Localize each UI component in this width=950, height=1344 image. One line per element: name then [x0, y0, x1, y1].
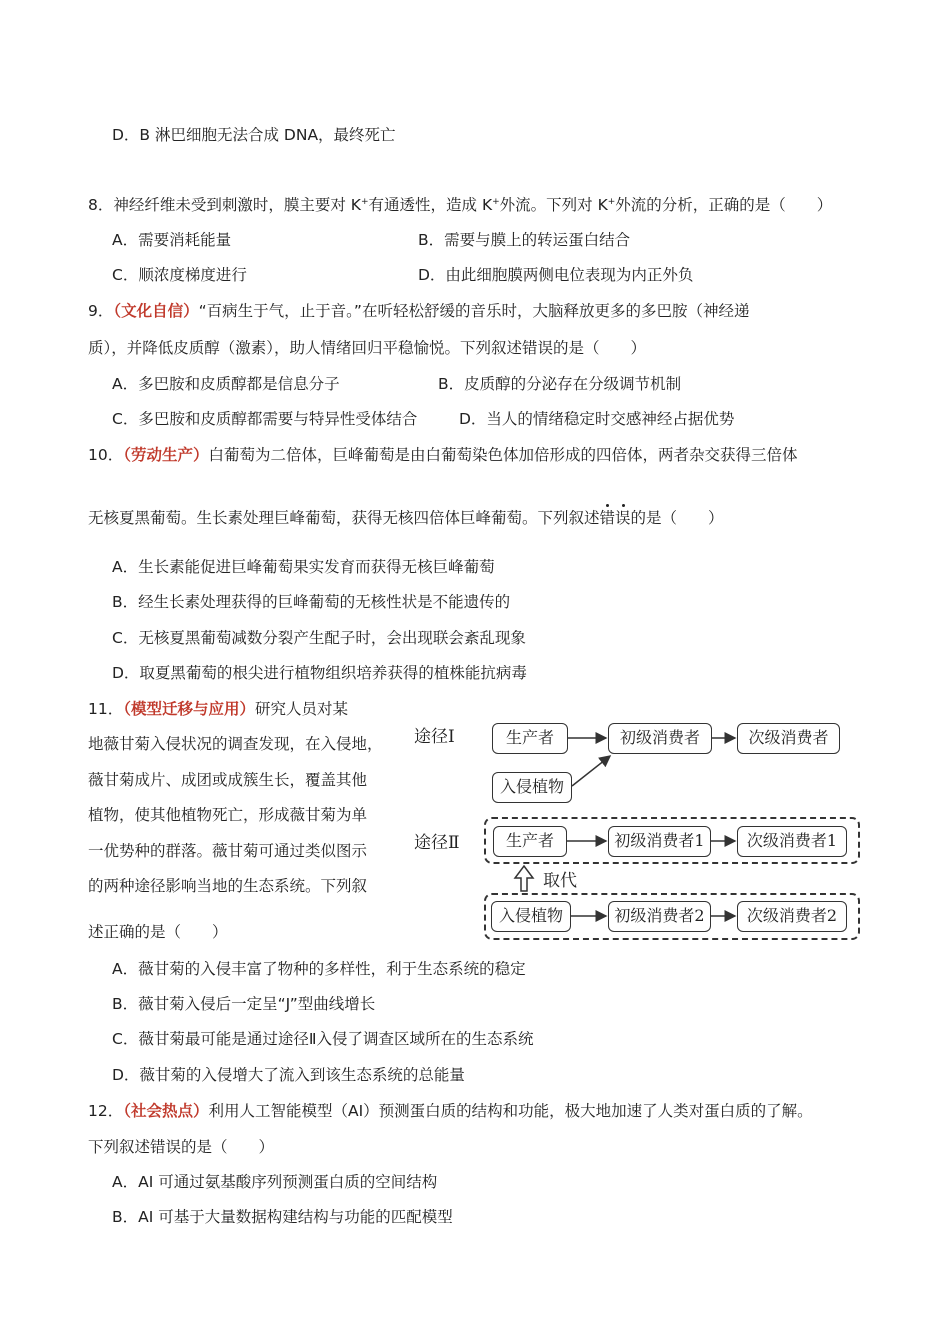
q11-stem-line4: 植物，使其他植物死亡，形成薇甘菊为单	[88, 806, 368, 824]
q11-stem-line6: 的两种途径影响当地的生态系统。下列叙	[88, 877, 368, 895]
q11-stem-line5: 一优势种的群落。薇甘菊可通过类似图示	[88, 842, 368, 860]
replace-label: 取代	[543, 871, 577, 891]
q9-stem-line2: 质），并降低皮质醇（激素），助人情绪回归平稳愉悦。下列叙述错误的是（ ）	[88, 339, 647, 357]
invasive-plant-box-2: 入侵植物	[491, 901, 571, 932]
q12-option-a: A．AI 可通过氨基酸序列预测蛋白质的空间结构	[112, 1173, 438, 1191]
invasive-plant-box-1: 入侵植物	[492, 772, 572, 803]
q8-option-d: D．由此细胞膜两侧电位表现为内正外负	[418, 266, 694, 284]
q10-option-a: A．生长素能促进巨峰葡萄果实发育而获得无核巨峰葡萄	[112, 558, 495, 576]
route-1-label: 途径Ⅰ	[414, 727, 455, 747]
producer-box-2: 生产者	[493, 826, 567, 857]
q11-tag: （模型迁移与应用）	[123, 700, 255, 718]
q8-option-c: C．顺浓度梯度进行	[112, 266, 247, 284]
q11-stem-line2: 地薇甘菊入侵状况的调查发现，在入侵地，	[88, 735, 383, 753]
q9-option-b: B．皮质醇的分泌存在分级调节机制	[438, 375, 682, 393]
q10-option-b: B．经生长素处理获得的巨峰葡萄的无核性状是不能遗传的	[112, 593, 511, 611]
emphasis-dot	[622, 504, 625, 507]
q9-option-d: D．当人的情绪稳定时交感神经占据优势	[459, 410, 735, 428]
q9-tag: （文化自信）	[113, 302, 199, 320]
q12-tag: （社会热点）	[123, 1102, 209, 1120]
q11-option-c: C．薇甘菊最可能是通过途径Ⅱ入侵了调查区域所在的生态系统	[112, 1030, 534, 1048]
q7-option-d: D．B 淋巴细胞无法合成 DNA，最终死亡	[112, 126, 396, 144]
q10-tag: （劳动生产）	[123, 446, 209, 464]
q11-stem-line7: 述正确的是（ ）	[88, 923, 228, 941]
q8-stem: 8．神经纤维未受到刺激时，膜主要对 K+有通透性，造成 K+外流。下列对 K+外流的分析，正确的是（ ）	[88, 196, 833, 214]
q10-emphasis-wrong: 错误	[600, 509, 631, 527]
secondary-consumer-1-box: 次级消费者1	[737, 826, 847, 857]
q10-option-c: C．无核夏黑葡萄减数分裂产生配子时，会出现联会紊乱现象	[112, 629, 526, 647]
route-2-label: 途径Ⅱ	[414, 833, 460, 853]
q12-stem-line2: 下列叙述错误的是（ ）	[88, 1138, 275, 1156]
q9-option-c: C．多巴胺和皮质醇都需要与特异性受体结合	[112, 410, 418, 428]
q8-option-b: B．需要与膜上的转运蛋白结合	[418, 231, 631, 249]
primary-consumer-box: 初级消费者	[608, 723, 712, 754]
primary-consumer-1-box: 初级消费者1	[608, 826, 711, 857]
primary-consumer-2-box: 初级消费者2	[608, 901, 711, 932]
secondary-consumer-2-box: 次级消费者2	[737, 901, 847, 932]
q11-option-d: D．薇甘菊的入侵增大了流入到该生态系统的总能量	[112, 1066, 465, 1084]
q12-stem-line1: 12．（社会热点）利用人工智能模型（AI）预测蛋白质的结构和功能，极大地加速了人类对蛋白质的了解。	[88, 1102, 813, 1120]
secondary-consumer-box: 次级消费者	[737, 723, 840, 754]
q12-option-b: B．AI 可基于大量数据构建结构与功能的匹配模型	[112, 1208, 453, 1226]
q10-stem-line1: 10．（劳动生产）白葡萄为二倍体，巨峰葡萄是由白葡萄染色体加倍形成的四倍体，两者杂交获得三倍体	[88, 446, 798, 464]
arrow-invader-to-primary	[572, 756, 610, 786]
q11-stem-line3: 薇甘菊成片、成团或成簇生长，覆盖其他	[88, 771, 368, 789]
producer-box: 生产者	[492, 723, 568, 754]
q9-option-a: A．多巴胺和皮质醇都是信息分子	[112, 375, 340, 393]
q10-stem-line2: 无核夏黑葡萄。生长素处理巨峰葡萄，获得无核四倍体巨峰葡萄。下列叙述 错误的是（ ）	[88, 507, 724, 529]
q10-option-d: D．取夏黑葡萄的根尖进行植物组织培养获得的植株能抗病毒	[112, 664, 527, 682]
q11-stem-line1: 11．（模型迁移与应用）研究人员对某	[88, 700, 349, 718]
replace-up-arrow	[515, 866, 533, 891]
q11-option-a: A．薇甘菊的入侵丰富了物种的多样性，利于生态系统的稳定	[112, 960, 526, 978]
q9-stem-line1: 9．（文化自信）“百病生于气，止于音。”在听轻松舒缓的音乐时，大脑释放更多的多巴胺（神经递	[88, 302, 750, 320]
q11-option-b: B．薇甘菊入侵后一定呈“J”型曲线增长	[112, 995, 376, 1013]
emphasis-dot	[606, 504, 609, 507]
q8-option-a: A．需要消耗能量	[112, 231, 232, 249]
